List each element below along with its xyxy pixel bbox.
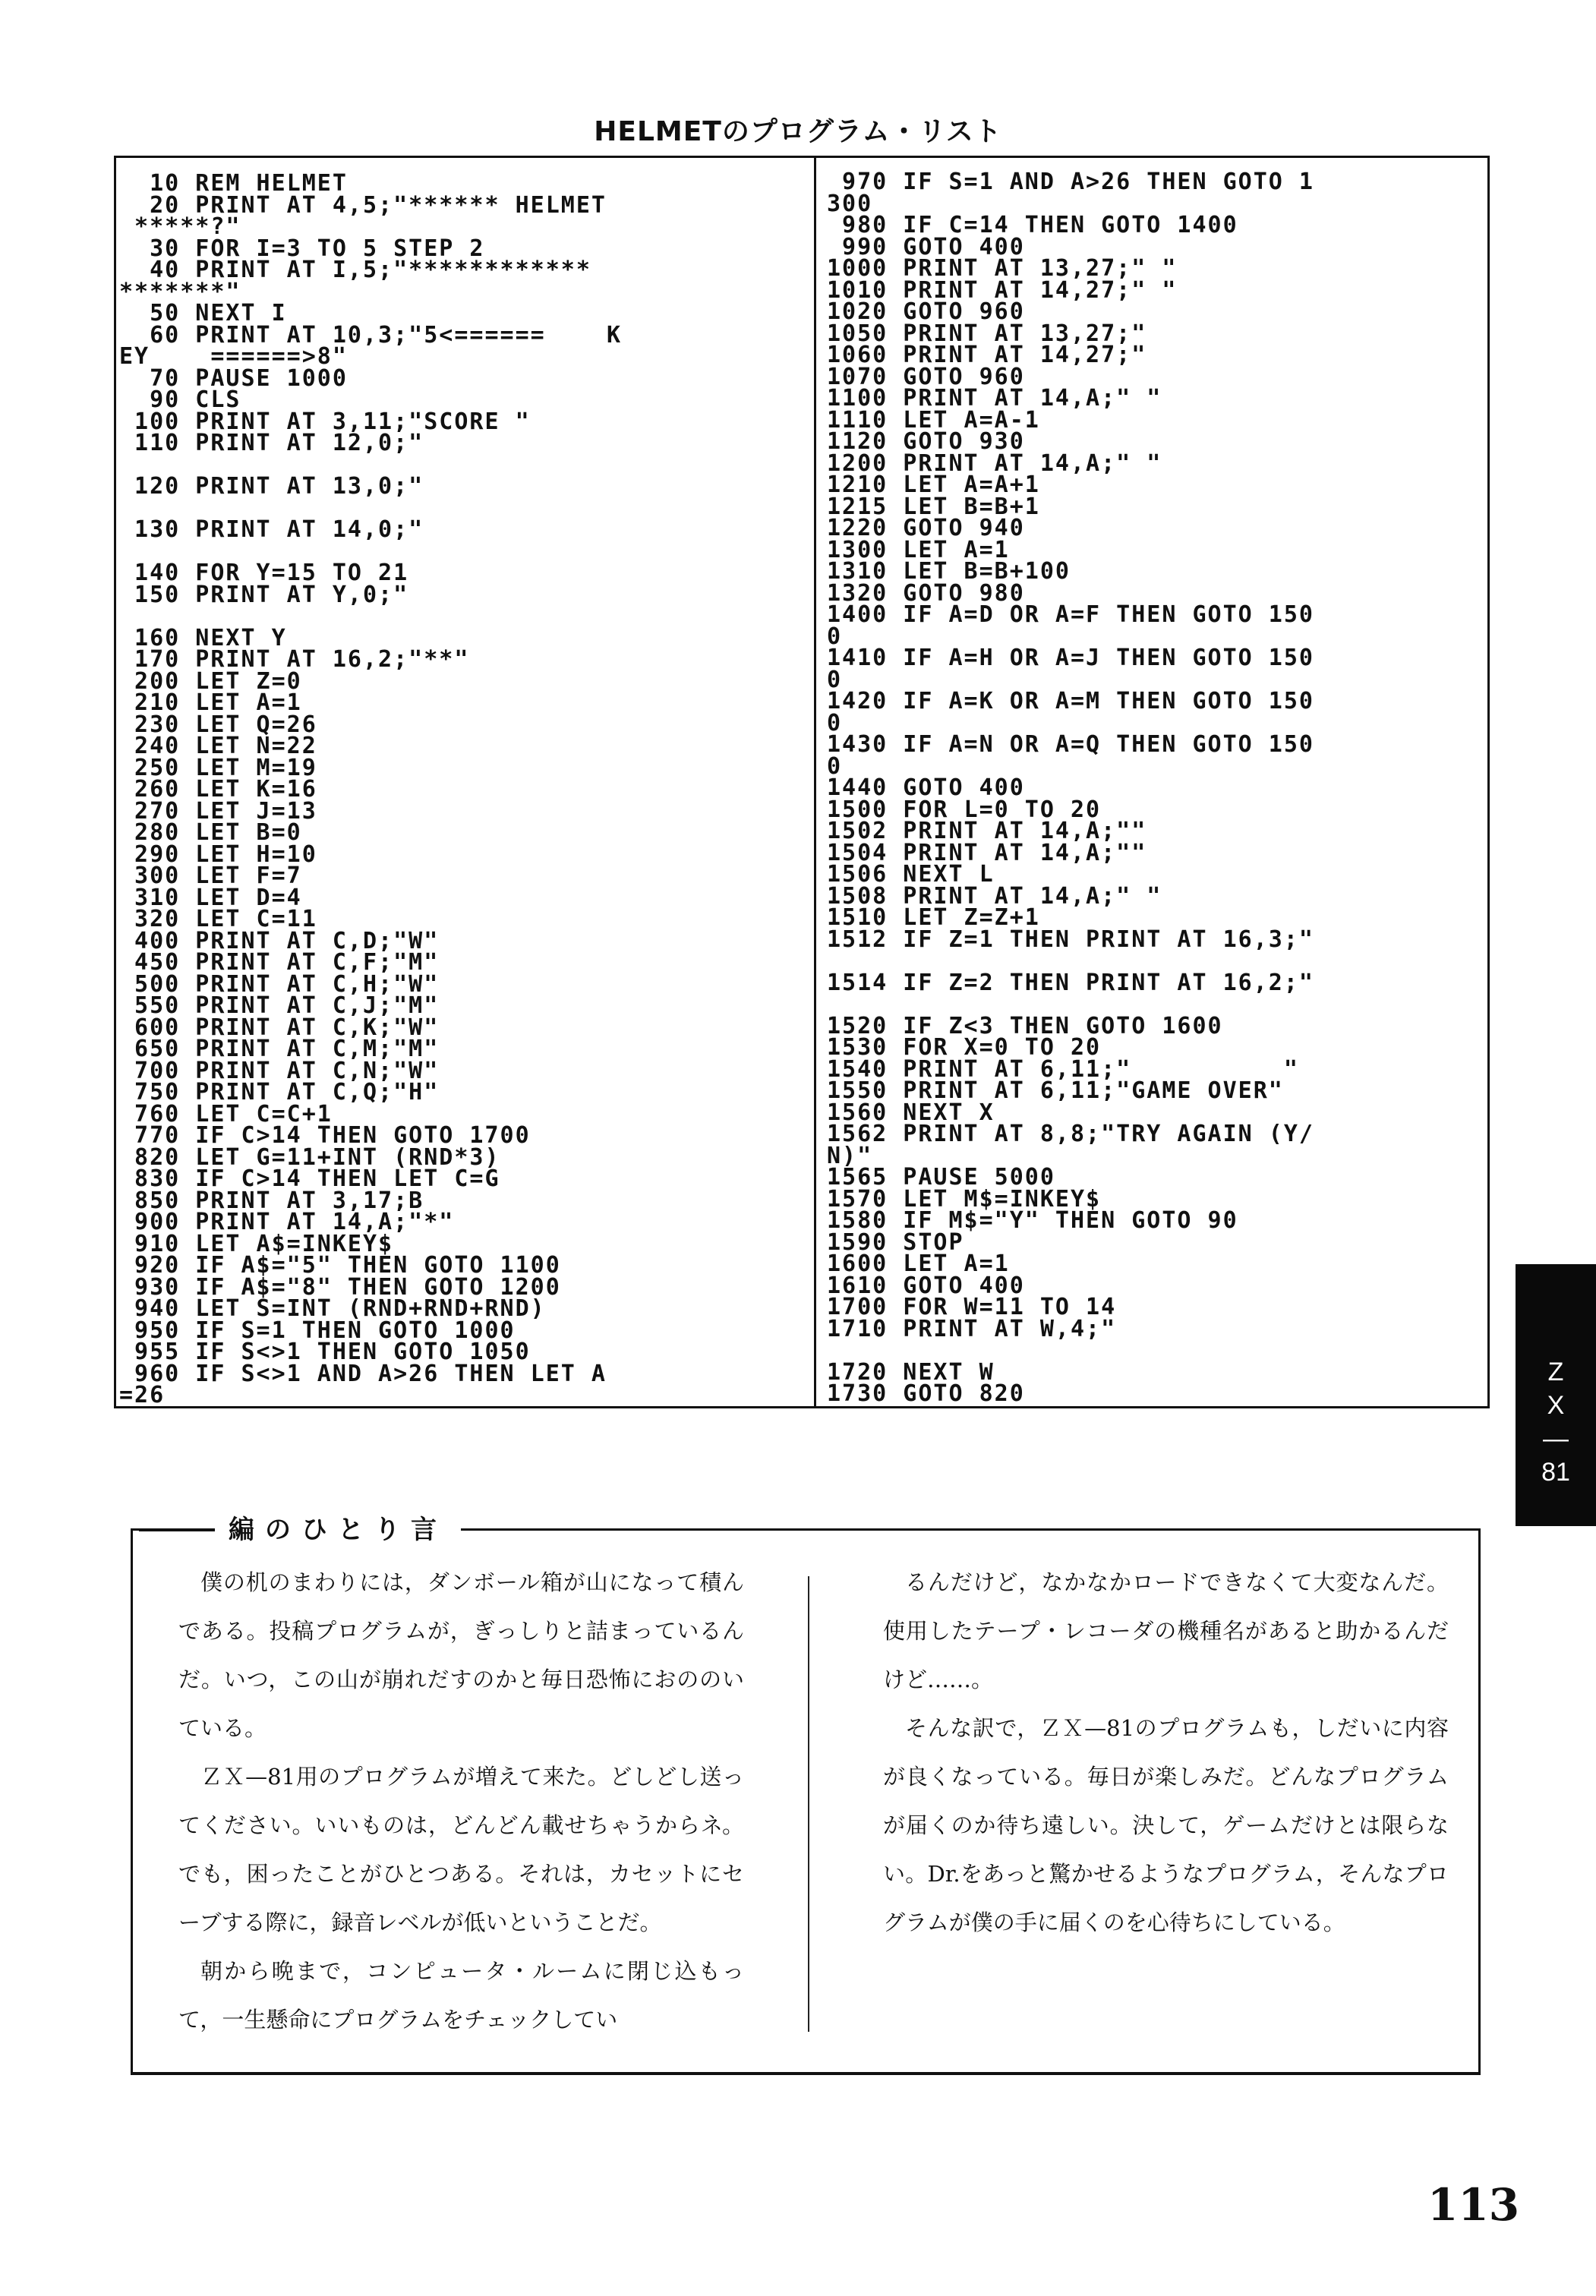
code-line: 1508 PRINT AT 14,A;" " xyxy=(827,882,1162,910)
column-divider xyxy=(808,1576,809,2032)
program-listing-left xyxy=(114,156,819,1408)
code-line: 750 PRINT AT C,Q;"H" xyxy=(119,1079,440,1105)
code-line: 1700 FOR W=11 TO 14 xyxy=(827,1294,1117,1320)
code-line: EY ======>8" xyxy=(119,343,348,370)
section-tab-char: 81 xyxy=(1541,1458,1570,1487)
code-line: 950 IF S=1 THEN GOTO 1000 xyxy=(119,1317,516,1344)
listing-left-code xyxy=(119,170,812,1408)
code-line: 1590 STOP xyxy=(827,1228,964,1256)
code-line: 1504 PRINT AT 14,A;"" xyxy=(827,839,1147,866)
code-line: 300 LET F=7 xyxy=(119,863,302,889)
code-line: 70 PAUSE 1000 xyxy=(119,364,348,392)
code-line: 200 LET Z=0 xyxy=(119,667,302,695)
code-line: 1000 PRINT AT 13,27;" " xyxy=(827,255,1178,282)
code-line: 1210 LET A=A+1 xyxy=(827,472,1040,498)
code-line: 970 IF S=1 AND A>26 THEN GOTO 1 xyxy=(827,169,1314,195)
code-line: 1020 GOTO 960 xyxy=(827,298,1025,325)
code-line: 20 PRINT AT 4,5;"****** HELMET xyxy=(119,191,607,219)
code-line: 1520 IF Z<3 THEN GOTO 1600 xyxy=(827,1012,1223,1039)
code-line: 1060 PRINT AT 14,27;" xyxy=(827,342,1147,368)
code-line: 1550 PRINT AT 6,11;"GAME OVER" xyxy=(827,1077,1284,1104)
code-line: 240 LET N=22 xyxy=(119,733,317,759)
code-line: 850 PRINT AT 3,17;B xyxy=(119,1187,424,1214)
code-line: 230 LET Q=26 xyxy=(119,711,317,738)
code-line: 1070 GOTO 960 xyxy=(827,363,1025,390)
code-line: *****?" xyxy=(119,213,241,240)
column-heading: 編のひとり言 xyxy=(215,1511,461,1549)
code-line: 0 xyxy=(827,623,843,650)
code-line: 1200 PRINT AT 14,A;" " xyxy=(827,449,1162,477)
code-line: 1565 PAUSE 5000 xyxy=(827,1164,1055,1191)
section-tab-char: X xyxy=(1547,1391,1565,1420)
code-line: 910 LET A$=INKEY$ xyxy=(119,1230,394,1257)
code-line: 990 GOTO 400 xyxy=(827,233,1025,260)
code-line: 600 PRINT AT C,K;"W" xyxy=(119,1014,440,1041)
code-line: 1320 GOTO 980 xyxy=(827,579,1025,607)
code-line: =26 xyxy=(119,1382,166,1408)
code-line: 1120 GOTO 930 xyxy=(827,428,1025,455)
code-line: 10 REM HELMET xyxy=(119,170,348,197)
code-line: 955 IF S<>1 THEN GOTO 1050 xyxy=(119,1339,531,1365)
code-line: 980 IF C=14 THEN GOTO 1400 xyxy=(827,212,1238,238)
code-line: 300 xyxy=(827,190,873,217)
code-line: 280 LET B=0 xyxy=(119,819,302,846)
code-line: 1100 PRINT AT 14,A;" " xyxy=(827,385,1162,412)
code-line: 110 PRINT AT 12,0;" xyxy=(119,430,424,456)
code-line: 650 PRINT AT C,M;"M" xyxy=(119,1036,440,1062)
code-line: 920 IF A$="5" THEN GOTO 1100 xyxy=(119,1252,561,1279)
code-line: 1512 IF Z=1 THEN PRINT AT 16,3;" xyxy=(827,926,1314,953)
code-line: 90 CLS xyxy=(119,386,241,413)
code-line: 1562 PRINT AT 8,8;"TRY AGAIN (Y/ xyxy=(827,1121,1314,1147)
code-line: 1300 LET A=1 xyxy=(827,536,1010,563)
code-line: 550 PRINT AT C,J;"M" xyxy=(119,992,440,1019)
code-line: 1530 FOR X=0 TO 20 xyxy=(827,1034,1102,1061)
code-line: 1506 NEXT L xyxy=(827,861,995,888)
editor-column-box xyxy=(131,1515,1481,2075)
code-line: 1050 PRINT AT 13,27;" xyxy=(827,320,1147,347)
section-tab xyxy=(1516,1264,1596,1526)
code-line: 150 PRINT AT Y,0;" xyxy=(119,581,409,608)
code-line: 140 FOR Y=15 TO 21 xyxy=(119,560,409,586)
code-line: 170 PRINT AT 16,2;"**" xyxy=(119,646,470,673)
code-line: 160 NEXT Y xyxy=(119,624,287,651)
code-line: 310 LET D=4 xyxy=(119,884,302,911)
code-line: 960 IF S<>1 AND A>26 THEN LET A xyxy=(119,1360,607,1387)
code-line: 940 LET S=INT (RND+RND+RND) xyxy=(119,1295,546,1322)
code-line: 830 IF C>14 THEN LET C=G xyxy=(119,1165,500,1192)
column-text-left xyxy=(178,1558,744,2044)
code-line: 100 PRINT AT 3,11;"SCORE " xyxy=(119,408,531,435)
column-paragraph: ＺＸ—81用のプログラムが増えて来た。どしどし送ってください。いいものは，どんどん載せちゃうからネ。でも，困ったことがひとつある。それは，カセットにセーブする際に，録音レベルが低いということだ。 xyxy=(178,1764,744,1935)
column-paragraph: そんな訳で，ＺＸ—81のプログラムも，しだいに内容が良くなっている。毎日が楽しみだ。どんなプログラムが届くのか待ち遠しい。決して，ゲームだけとは限らない。Dr.をあっと驚かせるようなプログラム，そんなプログラムが僕の手に届くのを心待ちにしている。 xyxy=(883,1715,1449,1935)
code-line: 500 PRINT AT C,H;"W" xyxy=(119,970,440,998)
code-line: 1430 IF A=N OR A=Q THEN GOTO 150 xyxy=(827,731,1314,758)
code-line: 1730 GOTO 820 xyxy=(827,1380,1025,1407)
code-line: 1500 FOR L=0 TO 20 xyxy=(827,796,1102,823)
code-line: 0 xyxy=(827,709,843,736)
code-line: 210 LET A=1 xyxy=(119,689,302,716)
code-line: 1510 LET Z=Z+1 xyxy=(827,904,1040,931)
code-line: 760 LET C=C+1 xyxy=(119,1100,333,1128)
code-line: 250 LET M=19 xyxy=(119,754,317,781)
code-line: 1514 IF Z=2 THEN PRINT AT 16,2;" xyxy=(827,969,1314,996)
code-line: 0 xyxy=(827,752,843,780)
code-line: 270 LET J=13 xyxy=(119,797,317,825)
code-line: 260 LET K=16 xyxy=(119,776,317,803)
code-line: 900 PRINT AT 14,A;"*" xyxy=(119,1209,455,1235)
column-text-right xyxy=(883,1558,1449,1947)
code-line: 1570 LET M$=INKEY$ xyxy=(827,1185,1102,1213)
program-listing-right xyxy=(814,156,1490,1408)
code-line: 1310 LET B=B+100 xyxy=(827,558,1071,585)
code-line: 0 xyxy=(827,666,843,693)
code-line: 290 LET H=10 xyxy=(119,840,317,868)
code-line: 1010 PRINT AT 14,27;" " xyxy=(827,276,1178,304)
column-paragraph: 僕の机のまわりには，ダンボール箱が山になって積んである。投稿プログラムが，ぎっしりと詰まっているんだ。いつ，この山が崩れだすのかと毎日恐怖におののいている。 xyxy=(178,1569,744,1741)
code-line: 40 PRINT AT I,5;"************ xyxy=(119,257,591,283)
section-tab-char: — xyxy=(1543,1424,1569,1453)
code-line: 120 PRINT AT 13,0;" xyxy=(119,473,424,500)
code-line: 1580 IF M$="Y" THEN GOTO 90 xyxy=(827,1207,1238,1234)
code-line: N)" xyxy=(827,1142,873,1169)
code-line: 450 PRINT AT C,F;"M" xyxy=(119,949,440,976)
code-line: 320 LET C=11 xyxy=(119,906,317,932)
code-line: 1540 PRINT AT 6,11;" " xyxy=(827,1055,1299,1083)
code-line: 1420 IF A=K OR A=M THEN GOTO 150 xyxy=(827,688,1314,714)
code-line: 1610 GOTO 400 xyxy=(827,1272,1025,1299)
code-line: 1220 GOTO 940 xyxy=(827,515,1025,541)
code-line: 1502 PRINT AT 14,A;"" xyxy=(827,818,1147,844)
code-line: 1215 LET B=B+1 xyxy=(827,493,1040,520)
code-line: 1560 NEXT X xyxy=(827,1099,995,1126)
code-line: 1440 GOTO 400 xyxy=(827,774,1025,801)
code-line: 930 IF A$="8" THEN GOTO 1200 xyxy=(119,1273,561,1301)
code-line: 30 FOR I=3 TO 5 STEP 2 xyxy=(119,235,485,262)
code-line: *******" xyxy=(119,278,241,305)
code-line: 1600 LET A=1 xyxy=(827,1250,1010,1277)
code-line: 60 PRINT AT 10,3;"5<====== K xyxy=(119,321,623,348)
code-line: 1400 IF A=D OR A=F THEN GOTO 150 xyxy=(827,601,1314,628)
code-line: 50 NEXT I xyxy=(119,300,287,326)
page-number: 113 xyxy=(1427,2179,1520,2231)
code-line: 770 IF C>14 THEN GOTO 1700 xyxy=(119,1122,531,1149)
listing-right-code xyxy=(827,169,1483,1407)
code-line: 700 PRINT AT C,N;"W" xyxy=(119,1057,440,1084)
code-line: 1720 NEXT W xyxy=(827,1358,995,1386)
code-line: 400 PRINT AT C,D;"W" xyxy=(119,927,440,954)
code-line: 130 PRINT AT 14,0;" xyxy=(119,516,424,543)
code-line: 1410 IF A=H OR A=J THEN GOTO 150 xyxy=(827,645,1314,671)
code-line: 1710 PRINT AT W,4;" xyxy=(827,1315,1117,1342)
page-title: HELMETのプログラム・リスト xyxy=(594,116,1002,147)
section-tab-char: Z xyxy=(1547,1358,1564,1386)
column-paragraph: 朝から晩まで，コンピュータ・ルームに閉じ込もって，一生懸命にプログラムをチェックしてい xyxy=(178,1958,744,2033)
code-line: 1110 LET A=A-1 xyxy=(827,406,1040,434)
code-line: 820 LET G=11+INT (RND*3) xyxy=(119,1143,500,1171)
column-paragraph: るんだけど，なかなかロードできなくて大変なんだ。使用したテープ・レコーダの機種名があると助かるんだけど……。 xyxy=(883,1569,1449,1692)
